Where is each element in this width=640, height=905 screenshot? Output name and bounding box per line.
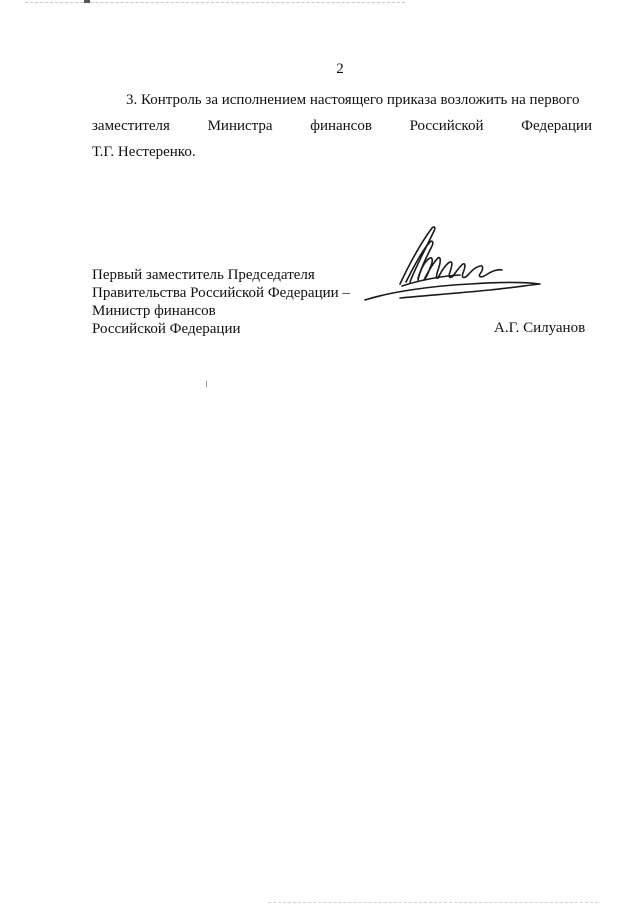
position-line: Правительства Российской Федерации – [92, 285, 350, 301]
position-line: Первый заместитель Председателя [92, 267, 315, 283]
scan-artifact-dot [206, 381, 207, 387]
signatory-position [92, 266, 350, 338]
paragraph-word: Российской [409, 118, 484, 134]
paragraph-line-2 [92, 118, 592, 135]
scan-artifact-top-mark [84, 0, 90, 3]
handwritten-signature [360, 222, 550, 307]
paragraph-line-1: 3. Контроль за исполнением настоящего приказа возложить на первого [126, 92, 580, 108]
scan-artifact-top-line [25, 2, 405, 3]
paragraph-line-3: Т.Г. Нестеренко. [92, 144, 196, 160]
position-line: Российской Федерации [92, 321, 241, 337]
scan-artifact-bottom-line [268, 902, 598, 903]
position-line: Министр финансов [92, 303, 216, 319]
paragraph-word: Министра [207, 118, 273, 134]
page-number: 2 [336, 61, 344, 77]
signer-name: А.Г. Силуанов [494, 320, 586, 336]
paragraph-word: Федерации [521, 118, 592, 134]
paragraph-word: финансов [310, 118, 372, 134]
paragraph-word: заместителя [92, 118, 170, 134]
